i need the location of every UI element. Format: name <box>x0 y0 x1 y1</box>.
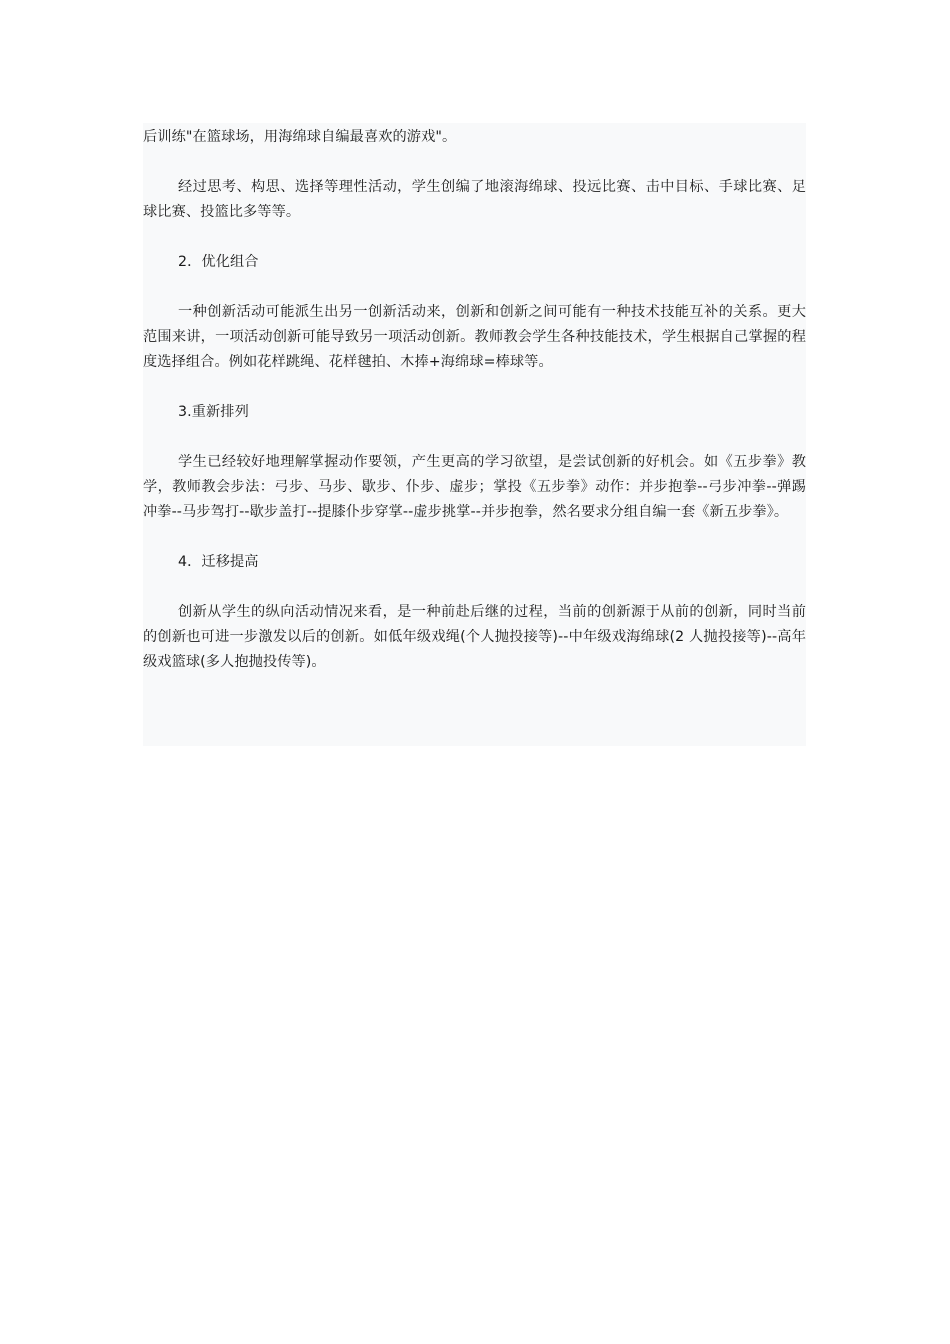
paragraph-optimize-combine: 一种创新活动可能派生出另一创新活动来，创新和创新之间可能有一种技术技能互补的关系。更大范围来讲，一项活动创新可能导致另一项活动创新。教师教会学生各种技能技术，学生根据自己掌握的程度选择组合。例如花样跳绳、花样毽拍、木捧+海绵球=棒球等。 <box>143 304 806 370</box>
paragraph-activities: 经过思考、构思、选择等理性活动，学生创编了地滚海绵球、投远比赛、击中目标、手球比赛、足球比赛、投篮比多等等。 <box>143 179 806 220</box>
paragraph-continuation: 后训练"在篮球场，用海绵球自编最喜欢的游戏"。 <box>143 129 457 145</box>
section-heading-rearrange: 3.重新排列 <box>178 404 249 420</box>
document-content-panel <box>143 123 806 746</box>
section-heading-optimize-combine: 2．优化组合 <box>178 254 259 270</box>
section-heading-transfer-improve: 4．迁移提高 <box>178 554 259 570</box>
paragraph-rearrange: 学生已经较好地理解掌握动作要领，产生更高的学习欲望，是尝试创新的好机会。如《五步拳》教学，教师教会步法：弓步、马步、歇步、仆步、虚步；掌投《五步拳》动作：并步抱拳--弓步冲拳--弹踢冲拳--马步驾打--歇步盖打--提膝仆步穿掌--虚步挑掌--并步抱拳，然名要求分组自编一套《新五步拳》。 <box>143 454 806 520</box>
paragraph-transfer-improve: 创新从学生的纵向活动情况来看，是一种前赴后继的过程，当前的创新源于从前的创新，同时当前的创新也可进一步激发以后的创新。如低年级戏绳(个人抛投接等)--中年级戏海绵球(2 人抛投接等)--高年级戏篮球(多人抱抛投传等)。 <box>143 604 806 670</box>
